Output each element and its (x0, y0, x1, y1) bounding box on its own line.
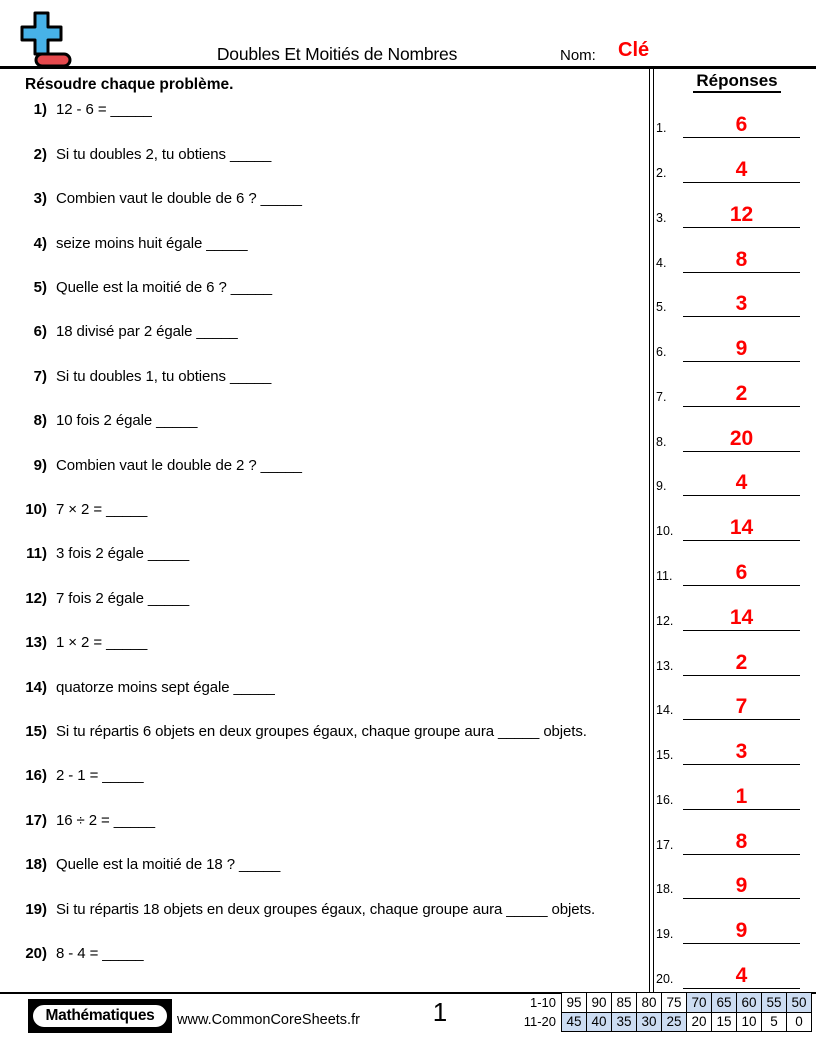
answer-value: 4 (735, 158, 748, 182)
answer-number: 16. (656, 792, 674, 807)
answer-value: 14 (729, 605, 754, 629)
grade-cell: 35 (612, 1012, 637, 1032)
answer-row (656, 601, 800, 631)
answer-blank-line (683, 650, 800, 676)
answer-number: 5. (656, 300, 667, 315)
answer-row (656, 735, 800, 765)
answer-number: 18. (656, 882, 674, 897)
grade-row-2 (494, 1012, 812, 1032)
problem-text: 16 ÷ 2 = _____ (56, 811, 156, 829)
answer-blank-line (683, 829, 800, 855)
answer-row (656, 153, 800, 183)
problem-text: Si tu répartis 6 objets en deux groupes égaux, chaque groupe aura _____ objets. (56, 722, 587, 740)
problem-text: 7 fois 2 égale _____ (56, 589, 190, 607)
answer-blank-line (683, 560, 800, 586)
answer-value: 8 (735, 829, 748, 853)
answer-row (656, 869, 800, 899)
grade-cell: 75 (662, 993, 687, 1013)
problem-number: 2) (33, 145, 47, 163)
answer-blank-line (683, 605, 800, 631)
answer-number: 20. (656, 971, 674, 986)
grade-cell: 95 (562, 993, 587, 1013)
grade-cell: 90 (587, 993, 612, 1013)
answer-blank-line (683, 157, 800, 183)
answer-blank-line (683, 202, 800, 228)
problem-number: 16) (25, 767, 47, 785)
page-number: 1 (432, 997, 448, 1027)
answer-number: 2. (656, 166, 667, 181)
answer-row (656, 780, 800, 810)
answer-row (656, 332, 800, 362)
answer-value: 3 (735, 292, 748, 316)
answer-number: 7. (656, 389, 667, 404)
grading-table (494, 992, 812, 1032)
name-value: Clé (618, 39, 650, 61)
problem-number: 19) (25, 900, 47, 918)
problem-text: Si tu doubles 2, tu obtiens _____ (56, 145, 272, 163)
grade-cell: 50 (787, 993, 812, 1013)
answer-number: 13. (656, 658, 674, 673)
answer-value: 9 (735, 337, 748, 361)
problem-text: 2 - 1 = _____ (56, 767, 144, 785)
answer-blank-line (683, 247, 800, 273)
answer-number: 17. (656, 837, 674, 852)
answer-row (656, 198, 800, 228)
problem-number: 8) (33, 412, 47, 430)
name-label: Nom: (560, 47, 596, 64)
problem-text: 7 × 2 = _____ (56, 500, 148, 518)
grade-cell: 80 (637, 993, 662, 1013)
answer-number: 15. (656, 748, 674, 763)
problem-number: 9) (33, 456, 47, 474)
answer-value: 6 (735, 113, 748, 137)
answer-blank-line (683, 963, 800, 989)
answer-blank-line (683, 112, 800, 138)
grade-cell: 60 (737, 993, 762, 1013)
answer-value: 12 (729, 202, 754, 226)
problem-number: 17) (25, 811, 47, 829)
website-link[interactable]: www.CommonCoreSheets.fr (177, 1012, 360, 1028)
problem-text: Si tu doubles 1, tu obtiens _____ (56, 367, 272, 385)
answer-value: 1 (735, 784, 748, 808)
answer-row (656, 243, 800, 273)
grade-row-1 (494, 993, 812, 1013)
problem-text: 1 × 2 = _____ (56, 634, 148, 652)
problem-number: 10) (25, 500, 47, 518)
answer-value: 4 (735, 963, 748, 987)
grade-cell: 20 (687, 1012, 712, 1032)
problem-number: 15) (25, 722, 47, 740)
problem-number: 5) (33, 278, 47, 296)
answer-row (656, 287, 800, 317)
problem-text: seize moins huit égale _____ (56, 234, 248, 252)
answer-number: 6. (656, 345, 667, 360)
answer-blank-line (683, 336, 800, 362)
answers-title (672, 71, 802, 91)
answer-row (656, 466, 800, 496)
answer-number: 11. (656, 569, 673, 583)
problem-number: 14) (25, 678, 47, 696)
problem-number: 13) (25, 634, 47, 652)
answer-row (656, 377, 800, 407)
answer-blank-line (683, 784, 800, 810)
problem-number: 20) (25, 944, 47, 962)
answer-blank-line (683, 918, 800, 944)
answer-value: 9 (735, 919, 748, 943)
answer-row (656, 646, 800, 676)
answer-blank-line (683, 470, 800, 496)
answer-value: 7 (735, 695, 748, 719)
answer-value: 9 (735, 874, 748, 898)
answer-value: 2 (735, 650, 748, 674)
answer-number: 4. (656, 255, 667, 270)
answer-row (656, 959, 800, 989)
answer-value: 8 (735, 247, 748, 271)
grade-cell: 40 (587, 1012, 612, 1032)
grade-cell: 85 (612, 993, 637, 1013)
answer-row (656, 511, 800, 541)
answer-blank-line (683, 381, 800, 407)
problem-text: 8 - 4 = _____ (56, 944, 144, 962)
answer-row (656, 825, 800, 855)
answer-blank-line (683, 873, 800, 899)
answer-value: 3 (735, 740, 748, 764)
instructions-text: Résoudre chaque problème. (25, 76, 234, 93)
problem-number: 3) (33, 190, 47, 208)
problem-text: quatorze moins sept égale _____ (56, 678, 275, 696)
answer-row (656, 108, 800, 138)
answer-number: 19. (656, 927, 674, 942)
answer-blank-line (683, 694, 800, 720)
answer-number: 9. (656, 479, 667, 494)
grade-cell: 70 (687, 993, 712, 1013)
problem-text: 10 fois 2 égale _____ (56, 412, 198, 430)
problem-text: Quelle est la moitié de 18 ? _____ (56, 856, 281, 874)
subject-badge: Mathématiques (31, 1003, 169, 1029)
answer-number: 3. (656, 210, 667, 225)
grade-cell: 45 (562, 1012, 587, 1032)
grade-cell: 10 (737, 1012, 762, 1032)
answer-value: 4 (735, 471, 748, 495)
answer-value: 2 (735, 381, 748, 405)
problem-number: 1) (33, 101, 47, 119)
problem-text: Combien vaut le double de 6 ? _____ (56, 190, 302, 208)
problem-number: 18) (25, 856, 47, 874)
grade-cell: 30 (637, 1012, 662, 1032)
answer-blank-line (683, 739, 800, 765)
problem-text: 3 fois 2 égale _____ (56, 545, 190, 563)
grade-cell: 55 (762, 993, 787, 1013)
grade-row-label: 11-20 (523, 1014, 556, 1030)
answer-blank-line (683, 291, 800, 317)
problem-number: 4) (33, 234, 47, 252)
problem-text: Quelle est la moitié de 6 ? _____ (56, 278, 273, 296)
answer-value: 6 (735, 561, 748, 584)
grade-cell: 5 (762, 1012, 787, 1032)
problem-number: 11) (26, 545, 47, 563)
answer-number: 12. (656, 613, 674, 628)
problem-number: 12) (25, 589, 47, 607)
grade-cell: 25 (662, 1012, 687, 1032)
answer-number: 14. (656, 703, 674, 718)
problem-text: 18 divisé par 2 égale _____ (56, 323, 238, 341)
problem-text: 12 - 6 = _____ (56, 101, 152, 119)
grade-row-label: 1-10 (529, 994, 556, 1010)
answer-value: 20 (729, 426, 754, 450)
problem-number: 7) (33, 367, 47, 385)
answer-row (656, 914, 800, 944)
page-title: Doubles Et Moitiés de Nombres (216, 44, 458, 64)
answer-row (656, 556, 800, 586)
answer-number: 8. (656, 434, 667, 449)
answer-number: 10. (656, 524, 674, 539)
answer-blank-line (683, 515, 800, 541)
answer-blank-line (683, 426, 800, 452)
answer-number: 1. (656, 121, 667, 136)
answers-title-text: Réponses (693, 71, 780, 93)
grade-cell: 15 (712, 1012, 737, 1032)
problem-text: Si tu répartis 18 objets en deux groupes égaux, chaque groupe aura _____ objets. (56, 900, 596, 918)
problem-text: Combien vaut le double de 2 ? _____ (56, 456, 302, 474)
grade-cell: 0 (787, 1012, 812, 1032)
grade-cell: 65 (712, 993, 737, 1013)
answer-value: 14 (729, 516, 754, 540)
answer-row (656, 690, 800, 720)
answer-row (656, 422, 800, 452)
problem-number: 6) (33, 323, 47, 341)
